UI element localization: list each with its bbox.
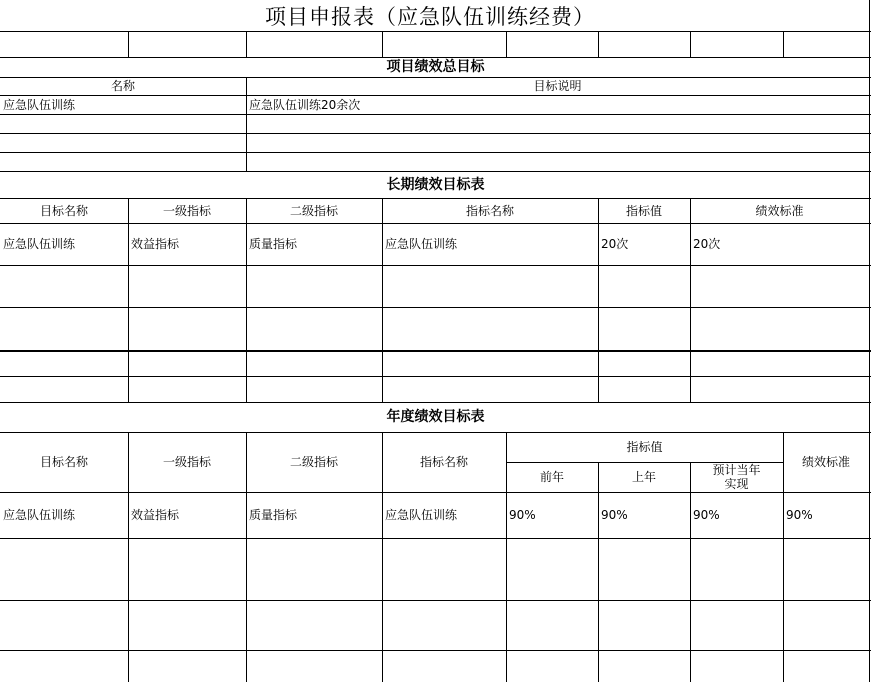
annual-row-last-year[interactable]: 90% [601, 508, 628, 522]
grid-line [382, 31, 383, 57]
grid-line [0, 307, 871, 308]
long-term-header-level1: 一级指标 [162, 203, 211, 218]
grid-line [0, 350, 871, 352]
grid-line [0, 376, 871, 377]
annual-header-prev-year: 前年 [539, 470, 564, 484]
grid-line [0, 538, 871, 539]
grid-line [128, 31, 129, 57]
long-term-header-standard: 绩效标准 [755, 203, 804, 218]
annual-header-indicator: 指标名称 [419, 455, 468, 469]
grid-line [0, 265, 871, 266]
annual-row-level2[interactable]: 质量指标 [249, 508, 298, 522]
grid-line [506, 31, 507, 57]
annual-header-value-group: 指标值 [626, 440, 663, 454]
overall-col-name-header: 名称 [110, 79, 135, 93]
grid-line [0, 31, 871, 32]
long-term-header-target: 目标名称 [39, 203, 88, 218]
long-term-row-indicator[interactable]: 应急队伍训练 [385, 237, 458, 251]
overall-target-section-title: 项目绩效总目标 [386, 59, 485, 75]
overall-col-desc-header: 目标说明 [533, 79, 582, 93]
annual-row-target[interactable]: 应急队伍训练 [3, 508, 76, 522]
grid-line [783, 31, 784, 57]
long-term-row-value[interactable]: 20次 [601, 237, 629, 251]
annual-row-standard[interactable]: 90% [786, 508, 813, 522]
annual-row-expected[interactable]: 90% [693, 508, 720, 522]
annual-header-expected [690, 462, 783, 492]
overall-row-name[interactable]: 应急队伍训练 [3, 97, 76, 112]
long-term-row-target[interactable]: 应急队伍训练 [3, 237, 76, 251]
long-term-row-standard[interactable]: 20次 [693, 237, 721, 251]
annual-header-standard: 绩效标准 [801, 455, 850, 469]
annual-header-expected-label: 预计当年实现 [712, 463, 761, 491]
annual-header-level1: 一级指标 [162, 455, 211, 469]
annual-header-last-year: 上年 [631, 470, 656, 484]
long-term-row-level2[interactable]: 质量指标 [249, 237, 298, 251]
annual-row-level1[interactable]: 效益指标 [131, 508, 180, 522]
grid-line [690, 31, 691, 57]
grid-line [0, 152, 871, 153]
grid-line [0, 600, 871, 601]
annual-row-indicator[interactable]: 应急队伍训练 [385, 508, 458, 522]
long-term-header-value: 指标值 [625, 203, 662, 218]
grid-line [598, 31, 599, 57]
grid-line [246, 31, 247, 57]
grid-line [0, 133, 871, 134]
page-title: 项目申报表（应急队伍训练经费） [265, 5, 595, 29]
annual-header-target: 目标名称 [39, 455, 88, 469]
overall-row-desc[interactable]: 应急队伍训练20余次 [249, 97, 361, 112]
annual-section-title: 年度绩效目标表 [386, 409, 485, 425]
grid-line [869, 0, 870, 682]
long-term-row-level1[interactable]: 效益指标 [131, 237, 180, 251]
annual-header-level2: 二级指标 [289, 455, 338, 469]
grid-line [0, 650, 871, 651]
grid-line [0, 114, 871, 115]
long-term-header-indicator: 指标名称 [465, 203, 514, 218]
long-term-section-title: 长期绩效目标表 [386, 176, 485, 193]
long-term-header-level2: 二级指标 [289, 203, 338, 218]
annual-row-prev-year[interactable]: 90% [509, 508, 536, 522]
